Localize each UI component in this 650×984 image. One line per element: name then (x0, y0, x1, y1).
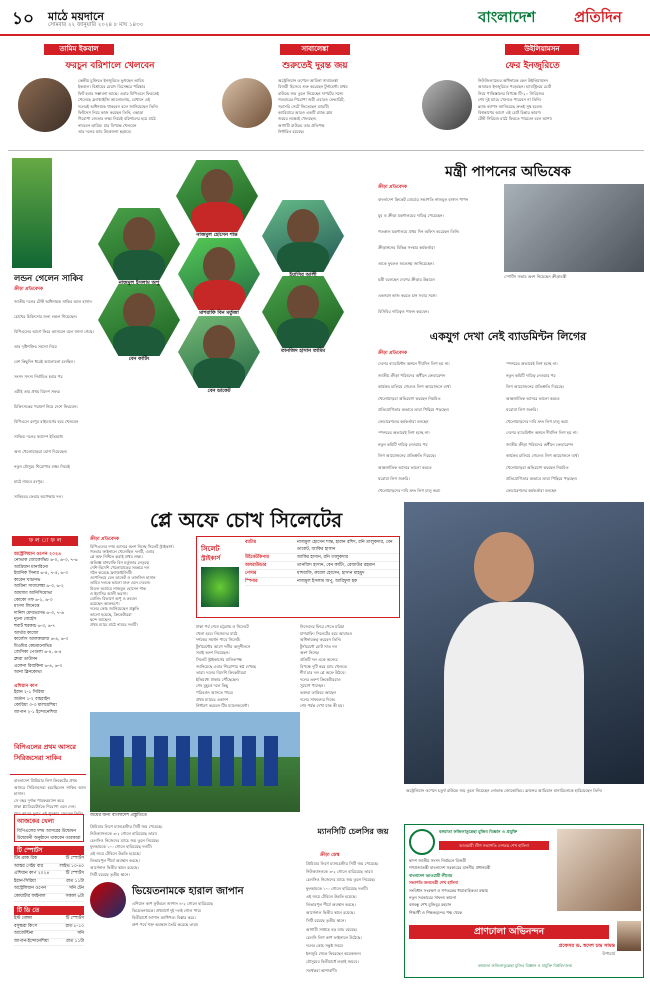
university-seal (409, 829, 435, 855)
ad-lines: দ্বাদশ জাতীয় সংসদ নির্বাচনে বিজয়ী গণপ্রজাতন্ত্রী বাংলাদেশ সরকারের মাননীয় প্রধানমন্ত্রী বাংলাদেশ আওয়ামী লীগের সভাপতি জননেত্রী শেখ হাসিনা সংবিধান সংরক্ষণ ও গণতন্ত্রের ধারাবাহিকতা রক্ষায় নতুন সরকারের সাফল্য কামনা বঙ্গবন্ধু শেখ মুজিবুর রহমান শিক্ষার্থী ও শিক্ষকবৃন্দের পক্ষ থেকে (409, 858, 491, 915)
hex-label: নাজমুল ইসলাম অপু (118, 280, 160, 286)
divider (8, 150, 644, 151)
hex-label: বেন ডাকেট (207, 388, 231, 394)
tamim-title: ফরচুন বরিশালে খেলবেন (65, 61, 155, 71)
city-preview: প্রিমিয়ার লিগে ম্যানচেস্টার সিটি জয় পেয়েছে। নিউক্যাসলকে ৩-২ গোলে হারিয়েছে তারা। চেলসিও নিজেদের ম্যাচে জয় তুলে নিয়েছে। ফুলহামকে ১-০ গোলে হারিয়েছে দলটি। এই জয়ে টেবিলে উন্নতি হয়েছে। লিভারপুল শীর্ষে অবস্থান করছে। আর্সেনাল দ্বিতীয় স্থানে রয়েছে। সিটি রয়েছে তৃতীয় স্থানে। (90, 824, 163, 877)
hex-tanzid (262, 276, 344, 348)
london-title: লন্ডন গেলেন সাকিব (14, 274, 84, 284)
newspaper-logo (478, 6, 638, 28)
williamson-label: উইলিয়ামসন (505, 44, 579, 55)
city-kicker: ক্রীড়া ডেস্ক (320, 853, 340, 858)
vietnam-body: এশিয়ান কাপ ফুটবলে জাপান ৪-২ গোলে হারিয়েছে ভিয়েতনামকে। প্রথমার্ধে দুই দলই গোল পায়। দ্বিতীয়ার্ধে জাপান আধিপত্য বিস্তার করে। গ্রুপ পর্বে শক্ত অবস্থান তৈরি করেছে তারা। (132, 901, 213, 927)
main-body-2: ঢাকা পর্ব শেষে চট্টগ্রাম ও সিলেটে খেলা হবে। নিজেদের মাঠে দর্শকের সমর্থন পাবে সিলেট। টুর্নামেন্টের আগে দলীয় অনুশীলনে সবাই অংশ নিয়েছেন। সিলেট স্ট্রাইকার্সের মালিকপক্ষ জানিয়েছে এবার শিরোপার স্বপ্ন দেখছে তারা। দলের বিদেশি ক্রিকেটাররা ইতিমধ্যে ঢাকায় পৌঁছেছেন। শেষ মুহূর্তে দলে কিছু পরিবর্তন আসতে পারে। প্রথম ম্যাচের একাদশ নির্ধারণ করবেন টিম ম্যানেজমেন্ট। (196, 624, 256, 709)
minister-photo (504, 184, 644, 272)
badminton-kicker: ক্রীড়া প্রতিবেদক (378, 351, 407, 356)
djokovic-caption: অস্ট্রেলিয়ান ওপেনে চতুর্থ রাউন্ডে জয় তুলে নিয়েছেন নোভাক জোকোভিচ। ফ্রান্সের আদ্রিয়ান মানারিনোকে হারিয়েছেন তিনি। (406, 788, 603, 793)
section-name: মাঠে ময়দানে (48, 10, 104, 23)
today-head: আজকের খেলা (17, 818, 54, 825)
hex-opu (98, 208, 180, 280)
ad-banner: আওয়ামী লীগ সভাপতি দেশরত্ন শেখ হাসিনা (439, 841, 549, 850)
sylhet-logo (201, 567, 239, 607)
london-kicker: ক্রীড়া প্রতিবেদক (14, 287, 43, 292)
results-head: ফ ল া ফ ল (12, 536, 78, 546)
hex-yasir (262, 200, 344, 272)
divider (10, 774, 86, 775)
hex-label: মাশরাফি বিন মর্তুজা (199, 310, 239, 316)
hex-shanto (176, 160, 258, 232)
logo-part-a: বাংলাদেশ (478, 8, 536, 26)
sabalenka-body: অস্ট্রেলিয়ান ওপেনে আরিনা সাবালেঙ্কা বিজয়ী হিসেবে শুরু করেছেন টুর্নামেন্ট। প্রথম রাউন্ডে জয় তুলে নিয়েছেন দাপটের সঙ্গে। গতবারের শিরোপা জয়ী এবারও ফেভারিট, সরাসরি সেটে জিতেছেন ম্যাচটি। ক্যারিয়ারে আরও একটি গ্র্যান্ড স্লাম জয়ের লক্ষ্যেই খেলছেন। আগামী রাউন্ডে তার প্রতিপক্ষ নির্ধারিত হয়েছে। (278, 78, 348, 135)
logo-part-b: প্রতিদিন (574, 8, 622, 26)
vietnam-title: ভিয়েতনামকে হারাল জাপান (132, 886, 244, 897)
tamim-photo (18, 78, 72, 132)
squad-table: ব্যাটার নাজমুল হোসেন শান্ত, হারান রশিদ, রনি তালুকদার, বেন ডাকেট, জাকির হাসান উইকেটকিপার জাকির হাসান, রনি তালুকদার অলরাউন্ডার তানজিদ হাসান, বেন কাটিং, রেজাউর রহমান পেসার মাশরাফি, রুবেল হোসেন, হাসান মাহমুদ স্পিনার নাজমুল ইসলাম অপু, আরিফুল হক (245, 539, 399, 586)
main-kicker: ক্রীড়া প্রতিবেদক (90, 537, 119, 542)
page-number: ১০ (12, 9, 35, 29)
williamson-title: ফের ইনজুরিতে (505, 61, 560, 71)
vietnam-logo (90, 882, 126, 918)
ad-big: প্রাণঢালা অভিনন্দন (409, 925, 609, 939)
asian-cup-kicker: এশিয়ান কাপ (14, 684, 38, 689)
sabalenka-label: সাবালেঙ্কা (280, 44, 350, 55)
williamson-body: নিউজিল্যান্ডের অধিনায়ক কেন উইলিয়ামসন আবারও ইনজুরিতে পড়েছেন। হ্যামস্ট্রিংয়ে চোট নিয়ে পাকিস্তানের বিপক্ষে টি-২০ সিরিজের শেষ দুই ম্যাচে খেলতে পারবেন না তিনি। ব্ল্যাক ক্যাপস জানিয়েছে দ্রুতই সুস্থ হবেন। বিশ্বকাপের আগে এই চোট চিন্তার কারণ। টেস্ট সিরিজে মাঠে ফিরতে পারবেন বলে আশা। (478, 78, 553, 122)
badminton-body: দেশের ব্যাডমিন্টন অঙ্গনে দীর্ঘদিন লিগ হয় না। জাতীয় ক্রীড়া পরিষদের অধীনে ফেডারেশন কার্যক্রম চালিয়ে গেলেও লিগ আয়োজনে ব্যর্থ। খেলোয়াড়রা অভিযোগ করছেন নিয়মিত প্রতিযোগিতার অভাবে তারা পিছিয়ে পড়ছেন। ফেডারেশনের কর্মকর্তারা বলছেন স্পন্সরের অভাবেই লিগ হচ্ছে না। নতুন কমিটি দায়িত্ব নেওয়ার পর লিগ আয়োজনের প্রতিশ্রুতি দিয়েছে। আন্তর্জাতিক আসরে ভালো করতে ঘরোয়া লিগ জরুরি। খেলোয়াড়দের দাবি দ্রুত লিগ চালু করা। (378, 361, 451, 493)
hex-label: বেন কাটিং (128, 356, 150, 362)
london-body: জাতীয় দলের টেস্ট অধিনায়ক সাকিব আল হাসান চোখের চিকিৎসার জন্য লন্ডন গিয়েছেন। বিপিএলের আগে ফিরে আসবেন বলে জানা গেছে। তার দৃষ্টিশক্তির সমস্যা নিয়ে বেশ কিছুদিন ধরেই আলোচনা চলছিল। সংসদ সদস্য নির্বাচিত হবার পর এটাই তার প্রথম বিদেশ সফর। চিকিৎসকের পরামর্শ নিয়ে দেশে ফিরবেন। বিপিএলে রংপুর রাইডার্সের হয়ে খেলবেন সাকিব। দলের ক্যাম্পে ইতিমধ্যে অন্য খেলোয়াড়রা যোগ দিয়েছেন। নতুন মৌসুমে শিরোপার লক্ষ্য নিয়েই মাঠে নামবে রংপুর। সাকিবের ফেরার অপেক্ষায় দল। (14, 299, 94, 499)
today-items: বিপিএলের দশম আসরের উদ্বোধন উদ্বোধনী অনুষ্ঠানে থাকবেন তারকারা (17, 829, 81, 841)
player-cutout (12, 158, 52, 268)
squad-box (196, 536, 400, 618)
team-photo (90, 712, 300, 812)
main-body-3: নিজেদের ফিরে পেতে মরিয়া মাশরাফি। সিলেটের হয়ে আবারও অধিনায়কত্ব করবেন তিনি। টুর্নামেন্টে মোট সাত দল অংশ নিচ্ছে। প্রতিটি দল একে অন্যের বিপক্ষে দুটি করে ম্যাচ খেলবে। শীর্ষ চার দল প্লে অফে উঠবে। দলের তরুণ ক্রিকেটাররাও সুযোগ পাচ্ছেন। ভক্তরা তাকিয়ে আছেন দলের সাফল্যের দিকে। শেষ পর্যন্ত দেখা যাক কী হয়। (300, 624, 353, 709)
city-title: ম্যানসিটি চেলসির জয় (317, 827, 389, 836)
tv-list-2: ইস্ট বেঙ্গল টি স্পোর্টস বসুন্ধরা কিংস রাত ৮-১০ আর্জেন্টিনা সনি জাপান-ইন্দোনেশিয়া রাত ১১টা (14, 916, 84, 946)
squad-title-b: স্ট্রাইকার্স (201, 555, 221, 562)
tv-head-2: টি ডি তে (14, 906, 84, 915)
minister-body: বাংলাদেশ ক্রিকেট বোর্ডের সভাপতি নাজমুল হাসান পাপন যুব ও ক্রীড়া মন্ত্রণালয়ের দায়িত্ব পেয়েছেন। গতকাল মন্ত্রণালয়ে প্রথম দিন অফিস করেছেন তিনি। ক্রীড়াঙ্গনের বিভিন্ন সংস্থার কর্মকর্তারা তাকে ফুলেল শুভেচ্ছা জানিয়েছেন। মন্ত্রী বলেছেন দেশের ক্রীড়ার উন্নয়নে একসঙ্গে কাজ করতে চান সবার সঙ্গে। বিসিবির দায়িত্বও পালন করবেন। (378, 197, 469, 314)
bpl-body: বাংলাদেশ প্রিমিয়ার লিগ ক্রিকেটের প্রথম আসরে সিরিজসেরা হয়েছিলেন সাকিব আল হাসান। সে বছর দুর্দান্ত পারফরম্যান্স করে ঢাকা গ্ল্যাডিয়েটর্সকে শিরোপা এনে দেন। পরে আরও দুবার এই পুরস্কার জেতেন তিনি। (14, 778, 86, 816)
badminton-body-2: স্পন্সরের অভাবেই লিগ হচ্ছে না। নতুন কমিটি দায়িত্ব নেওয়ার পর লিগ আয়োজনের প্রতিশ্রুতি দিয়েছে। আন্তর্জাতিক আসরে ভালো করতে ঘরোয়া লিগ জরুরি। খেলোয়াড়দের দাবি দ্রুত লিগ চালু করা। দেশের ব্যাডমিন্টন অঙ্গনে দীর্ঘদিন লিগ হয় না। জাতীয় ক্রীড়া পরিষদের অধীনে ফেডারেশন কার্যক্রম চালিয়ে গেলেও লিগ আয়োজনে ব্যর্থ। খেলোয়াড়রা অভিযোগ করছেন নিয়মিত প্রতিযোগিতার অভাবে তারা পিছিয়ে পড়ছেন। ফেডারেশনের কর্মকর্তারা বলছেন (506, 361, 579, 493)
badminton-title: একযুগ দেখা নেই ব্যাডমিন্টন লিগের (429, 330, 587, 343)
squad-title-a: সিলেট (201, 545, 220, 553)
djokovic-photo (404, 502, 644, 784)
ad-foot: বঙ্গমাতা ফজিলাতুন্নেছা মুজিব বিজ্ঞান ও প্রযুক্তি বিশ্ববিদ্যালয় (477, 963, 573, 968)
results-kicker: অস্ট্রেলিয়ান ওপেন ২০২৪ (14, 552, 62, 557)
pm-photo (557, 829, 641, 911)
city-body: প্রিমিয়ার লিগে ম্যানচেস্টার সিটি জয় পেয়েছে। নিউক্যাসলকে ৩-২ গোলে হারিয়েছে তারা। চেলসিও নিজেদের ম্যাচে জয় তুলে নিয়েছে। ফুলহামকে ১-০ গোলে হারিয়েছে দলটি। এই জয়ে টেবিলে উন্নতি হয়েছে। লিভারপুল শীর্ষে অবস্থান করছে। আর্সেনাল দ্বিতীয় স্থানে রয়েছে। সিটি রয়েছে তৃতীয় স্থানে। আগামী সপ্তাহে বড় ম্যাচ রয়েছে। চেলসি লিগ কাপ ফাইনালে উঠেছে। দলের কোচ সন্তুষ্ট জয়ে। ইনজুরি থেকে ফিরেছেন কয়েকজন। মৌসুমের দ্বিতীয়ার্ধে লড়াই জমবে। সমর্থকরা আশাবাদী। (306, 861, 379, 973)
team-caption: জয়ের জন্য বাংলাদেশ প্রস্তুতিতে (90, 813, 147, 818)
ad-sign: প্রফেসর ড. স্বদেশ চন্দ্র সামন্ত (558, 943, 615, 949)
vc-photo (617, 921, 641, 951)
tamim-label: তামিম ইকবাল (44, 44, 114, 55)
page-header (0, 0, 650, 36)
hex-label: নাজমুল হোসেন শান্ত (196, 232, 238, 238)
results-list: নোভাক জোকোভিচ ৬-০, ৬-৩, ৭-৬ আদ্রিয়ান মানারিনো ইয়ানিক সিনার ৬-৪, ৭-৫, ৬-৩ কারেন খাচানভ আরিনা সাবালেঙ্কা ৬-৩, ৬-২ আমান্ডা আনিসিমোভা কোকো গফ ৬-২, ৬-৩ মাগদা লিনেত্তে দানিল মেদভেদেভ ৬-৩, ৭-৬ নুনো বোর্হেস হুবার্ট হুরকাচ ৬-৩, ৬-৭ আর্থার কাজো কার্লোস আলকারাজ ৬-৪, ৬-৩ মিওমির কেচমানোভিচ জেসিকা পেগুলা ৬-৪, ৬-৪ ক্লারা তাউসন এলেনা রিবাকিনা ৬-৪, ৬-৩ আনা ব্লিনকোভা (14, 558, 78, 676)
tamim-body: কেন্দ্রীয় চুক্তিতে ইনজুরিতে ভুগছেন তামিম ইকবাল। বিশ্রামের মেয়াদ ডিসেম্বরে পরিষ্কার ফিট হবার সম্ভাবনা আছে। এবার বিপিএলে ফিরতেই খেলেছে ফ্র্যাঞ্চাইজি আলোচনায়, যেখানে এই দলেরই অধিনায়ক থাকবেন বলে জানিয়েছেন তিনি। ফিটনেস নিয়ে কাজ করছেন তিনি, এছাড়া শিরোপা জেতার লক্ষ্য নিয়েই বরিশালের হয়ে মাঠে নামবেন তামিম। যার বিপক্ষে খেলবেন তার দলের ম্যাচ উত্তেজনা ছড়াবে। (78, 78, 159, 135)
minister-caption: স্পোর্টস সভায় অংশ নিয়েছেন ক্রীড়ামন্ত্রী (504, 274, 567, 279)
bpl-title: বিপিএলের প্রথম আসরে সিরিজসেরা সাকিব (14, 743, 76, 762)
sabalenka-title: শুরুতেই দুরন্ত জয় (282, 61, 348, 71)
issue-date: সোমবার ২২ জানুয়ারি ২০২৪ ৮ মাঘ ১৪৩০ (48, 22, 144, 28)
ad-top: বঙ্গমাতা ফজিলাতুন্নেছা মুজিব বিজ্ঞান ও প্রযুক্তি (439, 829, 518, 834)
congrats-ad (404, 824, 644, 978)
asian-cup-list: ইরান ২-১ সিরিয়া জর্ডান ১-২ বাহরাইন কোরিয়া ৩-৩ মালয়েশিয়া জাপান ২-১ ইন্দোনেশিয়া (14, 690, 58, 715)
tv-list: টিম ব্রাক রিক টি স্পোর্টস আস্তর গেইম বার লাইভ ১০-৪০ এশিয়ান কাপ ২০২৪ টি স্পোর্টস ইরান-সিরিয়া রাত ১১টা অস্ট্রেলিয়ান ওপেন সনি টেন কোয়ার্টার ফাইনাল সকাল ৬টা (14, 856, 84, 902)
hex-label: তানজিদ হাসান তামিম (280, 348, 326, 354)
sabalenka-photo (222, 78, 272, 128)
williamson-photo (422, 80, 472, 130)
minister-title: মন্ত্রী পাপনের অভিষেক (445, 164, 571, 180)
ad-signsub: উপাচার্য (602, 951, 615, 956)
hex-duckett (178, 316, 260, 388)
main-body: বিপিএলের দশম আসরে অংশ নিচ্ছে সিলেট স্ট্রাইকার্স। গতবার ফাইনালে খেলেছিল দলটি, এবার প্লে অফ নিশ্চিত করাই প্রথম লক্ষ্য। অভিজ্ঞ মাশরাফি বিন মর্তুজার নেতৃত্বে দেশি-বিদেশি খেলোয়াড়ের সমন্বয়ে দল গঠন করেছে ফ্র্যাঞ্চাইজিটি। ওপেনিংয়ে বেন ডাকেট ও তানজিদ হাসান তামিম দলকে ভালো শুরু এনে দেবেন। মিডল অর্ডারে নাজমুল হোসেন শান্ত ও ইয়াসির আলী ভরসা। বোলিং বিভাগে অপু ও রুবেল রয়েছেন আক্রমণে। দলের কোচ জানিয়েছেন প্রস্তুতি ভালো হয়েছে, ক্রিকেটাররা ছন্দে আছেন। প্রথম ম্যাচে মাঠে নামবে দলটি। (90, 544, 174, 628)
minister-kicker: ক্রীড়া প্রতিবেদক (378, 185, 407, 190)
tv-head: টি স্পোর্টস (14, 846, 84, 855)
hex-mashrafe (178, 238, 260, 310)
today-box (14, 814, 84, 842)
hex-label: ইয়াসির আলী (289, 272, 317, 278)
main-headline: প্লে অফে চোখ সিলেটের (149, 508, 343, 532)
